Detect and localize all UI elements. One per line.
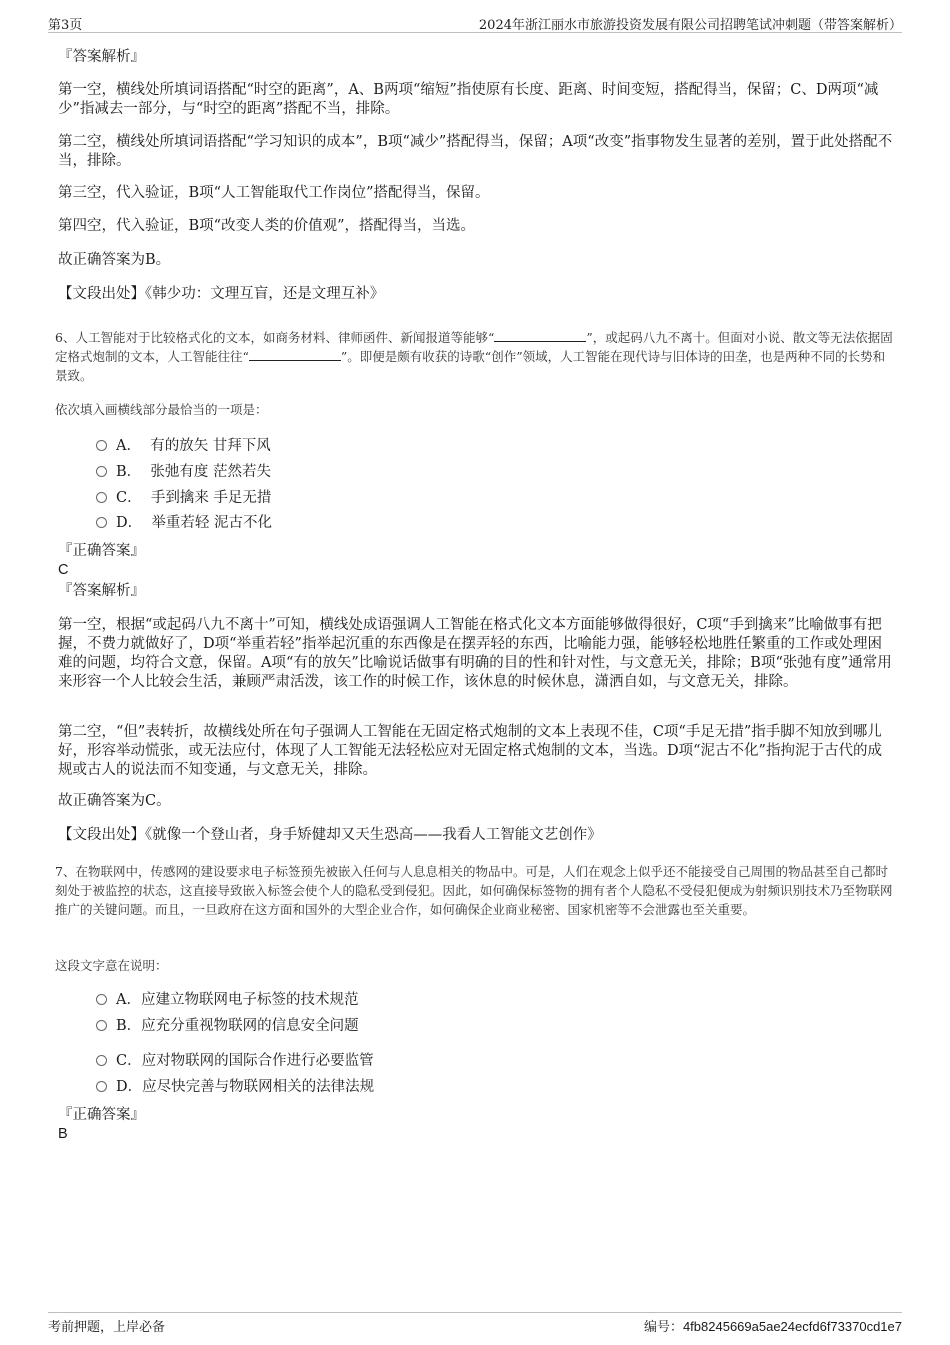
- page-header: [48, 14, 902, 33]
- question-6-option-a[interactable]: [96, 437, 271, 456]
- analysis-paragraph-3: 第三空，代入验证，B项“人工智能取代工作岗位”搭配得当，保留。: [58, 185, 490, 201]
- document-code-label: 编号：: [643, 1320, 683, 1335]
- correct-answer: B: [58, 1126, 68, 1142]
- radio-icon[interactable]: [96, 492, 107, 503]
- page-footer: [48, 1312, 902, 1335]
- option-letter: A．: [116, 438, 141, 454]
- option-text: 应充分重视物联网的信息安全问题: [141, 1018, 359, 1034]
- radio-icon[interactable]: [96, 1055, 107, 1066]
- analysis-paragraph-4: 第四空，代入验证，B项“改变人类的价值观”，搭配得当，当选。: [58, 218, 475, 234]
- question-7-prompt: 这段文字意在说明：: [55, 958, 168, 973]
- question-6-option-b[interactable]: [96, 463, 271, 482]
- question-7-option-a[interactable]: [96, 991, 358, 1010]
- correct-answer: C: [58, 562, 69, 578]
- radio-icon[interactable]: [96, 440, 107, 451]
- analysis-paragraph-2: 第二空，横线处所填词语搭配“学习知识的成本”，B项“减少”搭配得当，保留；A项“改变”指事物发生显著的差别，置于此处搭配不当，排除。: [58, 134, 893, 169]
- document-code: [644, 1316, 902, 1335]
- blank-2: [249, 348, 341, 361]
- question-7-option-c[interactable]: [96, 1052, 374, 1071]
- option-letter: D．: [116, 515, 143, 531]
- option-letter: B．: [116, 1018, 142, 1034]
- option-letter: C．: [116, 1053, 142, 1069]
- text-source: 【文段出处】《韩少功：文理互盲，还是文理互补》: [58, 286, 385, 302]
- radio-icon[interactable]: [96, 517, 107, 528]
- question-6-prompt: 依次填入画横线部分最恰当的一项是：: [55, 402, 268, 417]
- radio-icon[interactable]: [96, 466, 107, 477]
- question-7-stem: 7、在物联网中，传感网的建设要求电子标签预先被嵌入任何与人息息相关的物品中。可是，人们在观念上似乎还不能接受自己周围的物品甚至自己都时刻处于被监控的状态，这直接导致嵌入标签会使个人的隐私受到侵犯。因此，如何确保标签物的拥有者个人隐私不受侵犯便成为射频识别技术乃至物联网推广的关键问题。而且，一旦政府在这方面和国外的大型企业合作，如何确保企业商业秘密、国家机密等不会泄露也至关重要。: [55, 864, 893, 917]
- analysis-label: 『答案解析』: [58, 583, 145, 599]
- option-letter: C．: [116, 490, 142, 506]
- radio-icon[interactable]: [96, 994, 107, 1005]
- option-letter: B．: [116, 464, 142, 480]
- correct-answer-label: 『正确答案』: [58, 1107, 145, 1123]
- blank-1: [494, 329, 586, 342]
- option-text: 手到擒来 手足无措: [150, 490, 272, 506]
- answer-conclusion: 故正确答案为C。: [58, 793, 171, 809]
- option-letter: D．: [116, 1079, 143, 1095]
- question-6-stem: [55, 328, 897, 385]
- question-6-stem-part-1: 6、人工智能对于比较格式化的文本，如商务材料、律师函件、新闻报道等能够“: [55, 330, 495, 345]
- radio-icon[interactable]: [96, 1081, 107, 1092]
- option-text: 应对物联网的国际合作进行必要监管: [141, 1053, 374, 1069]
- correct-answer-label: 『正确答案』: [58, 543, 145, 559]
- option-text: 应尽快完善与物联网相关的法律法规: [142, 1079, 375, 1095]
- document-title: 2024年浙江丽水市旅游投资发展有限公司招聘笔试冲刺题（带答案解析）: [478, 18, 902, 33]
- option-letter: A．: [116, 992, 141, 1008]
- footer-slogan: 考前押题，上岸必备: [48, 1320, 166, 1335]
- document-code-value: 4fb8245669a5ae24ecfd6f73370cd1e7: [682, 1319, 902, 1334]
- analysis-paragraph-2: 第二空，“但”表转折，故横线处所在句子强调人工智能在无固定格式炮制的文本上表现不佳，C项“手足无措”指手脚不知放到哪儿好，形容举动慌张，或无法应付，体现了人工智能无法轻松应对无固定格式炮制的文本，当选。D项“泥古不化”指拘泥于古代的成规或古人的说法而不知变通，与文意无关，排除。: [58, 724, 882, 778]
- question-7-option-d[interactable]: [96, 1078, 374, 1097]
- text-source: 【文段出处】《就像一个登山者，身手矫健却又天生恐高——我看人工智能文艺创作》: [58, 827, 602, 843]
- analysis-paragraph-1: 第一空，根据“或起码八九不离十”可知，横线处成语强调人工智能在格式化文本方面能够做得很好，C项“手到擒来”比喻做事有把握，不费力就做好了，D项“举重若轻”指举起沉重的东西像是在摆弄轻的东西，比喻能力强，能够轻松地胜任繁重的工作或处理困难的问题，均符合文意，保留。A项“有的放矢”比喻说话做事有明确的目的性和针对性，与文意无关，排除；B项“张弛有度”通常用来形容一个人比较会生活，兼顾严肃活泼，该工作的时候工作，该休息的时候休息，潇洒自如，与文意无关，排除。: [58, 617, 892, 690]
- question-6-option-c[interactable]: [96, 489, 271, 508]
- option-text: 张弛有度 茫然若失: [150, 464, 271, 480]
- question-7-option-b[interactable]: [96, 1017, 359, 1036]
- question-6-stem-part-3: ”。即便是颇有收获的诗歌“创作”领域，人工智能在现代诗与旧体诗的田垄，也是两种不同的长势和景致。: [55, 349, 886, 383]
- option-text: 应建立物联网电子标签的技术规范: [140, 992, 359, 1008]
- radio-icon[interactable]: [96, 1020, 107, 1031]
- page-number: 第3页: [48, 18, 83, 33]
- question-6-stem-part-2: ”，或起码八九不离十。但面对小说、散文等无法依据固定格式炮制的文本，人工智能往往“: [55, 330, 893, 364]
- option-text: 有的放矢 甘拜下风: [150, 438, 271, 454]
- analysis-paragraph-1: 第一空，横线处所填词语搭配“时空的距离”，A、B两项“缩短”指使原有长度、距离、时间变短，搭配得当，保留；C、D两项“减少”指减去一部分，与“时空的距离”搭配不当，排除。: [58, 82, 879, 117]
- option-text: 举重若轻 泥古不化: [151, 515, 272, 531]
- answer-conclusion: 故正确答案为B。: [58, 252, 171, 268]
- question-6-option-d[interactable]: [96, 514, 272, 533]
- analysis-label: 『答案解析』: [58, 49, 145, 65]
